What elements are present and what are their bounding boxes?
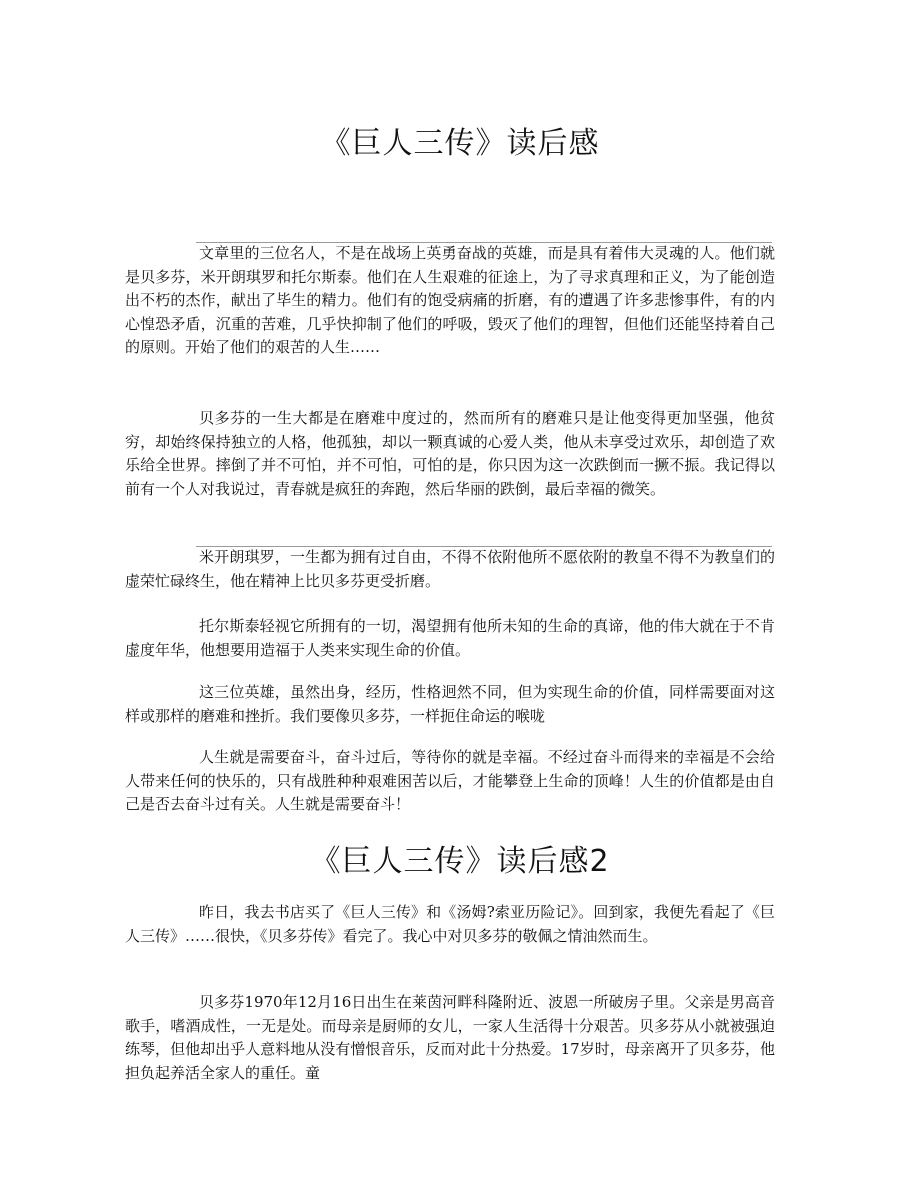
paragraph: 贝多芬的一生大都是在磨难中度过的，然而所有的磨难只是让他变得更加坚强，他贫穷，却始终保持独立的人格，他孤独，却以一颗真诚的心爱人类，他从未享受过欢乐，却创造了欢乐给全世界。摔倒了并不可怕，并不可怕，可怕的是，你只因为这一次跌倒而一撅不振。我记得以前有一个人对我说过，青春就是疯狂的奔跑，然后华丽的跌倒，最后幸福的微笑。 (125, 409, 775, 498)
paragraph: 昨日，我去书店买了《巨人三传》和《汤姆?索亚历险记》。回到家，我便先看起了《巨人三传》……很快，《贝多芬传》看完了。我心中对贝多芬的敬佩之情油然而生。 (125, 903, 775, 945)
document-title: 《巨人三传》读后感 (320, 126, 600, 161)
paragraph: 这三位英雄，虽然出身，经历，性格迥然不同，但为实现生命的价值，同样需要面对这样或那样的磨难和挫折。我们要像贝多芬，一样扼住命运的喉咙 (125, 683, 775, 725)
paragraph: 文章里的三位名人，不是在战场上英勇奋战的英雄，而是具有着伟大灵魂的人。他们就是贝多芬，米开朗琪罗和托尔斯泰。他们在人生艰难的征途上，为了寻求真理和正义，为了能创造出不朽的杰作，献出了毕生的精力。他们有的饱受病痛的折磨，有的遭遇了许多悲惨事件，有的内心惶恐矛盾，沉重的苦难，几乎快抑制了他们的呼吸，毁灭了他们的理智，但他们还能坚持着自己的原则。开始了他们的艰苦的人生…… (125, 244, 775, 356)
paragraph: 贝多芬1970年12月16日出生在莱茵河畔科隆附近、波恩一所破房子里。父亲是男高音歌手，嗜酒成性，一无是处。而母亲是厨师的女儿，一家人生活得十分艰苦。贝多芬从小就被强迫练琴，但他却出乎人意料地从没有憎恨音乐，反而对此十分热爱。17岁时，母亲离开了贝多芬，他担负起养活全家人的重任。童 (125, 993, 775, 1082)
paragraph: 米开朗琪罗，一生都为拥有过自由，不得不依附他所不愿依附的教皇不得不为教皇们的虚荣忙碌终生，他在精神上比贝多芬更受折磨。 (125, 548, 775, 590)
document-title-2: 《巨人三传》读后感2 (310, 844, 610, 879)
paragraph: 人生就是需要奋斗，奋斗过后，等待你的就是幸福。不经过奋斗而得来的幸福是不会给人带来任何的快乐的，只有战胜种种艰难困苦以后，才能攀登上生命的顶峰！人生的价值都是由自己是否去奋斗过有关。人生就是需要奋斗！ (125, 748, 775, 813)
paragraph: 托尔斯泰轻视它所拥有的一切，渴望拥有他所未知的生命的真谛，他的伟大就在于不肯虚度年华，他想要用造福于人类来实现生命的价值。 (125, 617, 775, 659)
